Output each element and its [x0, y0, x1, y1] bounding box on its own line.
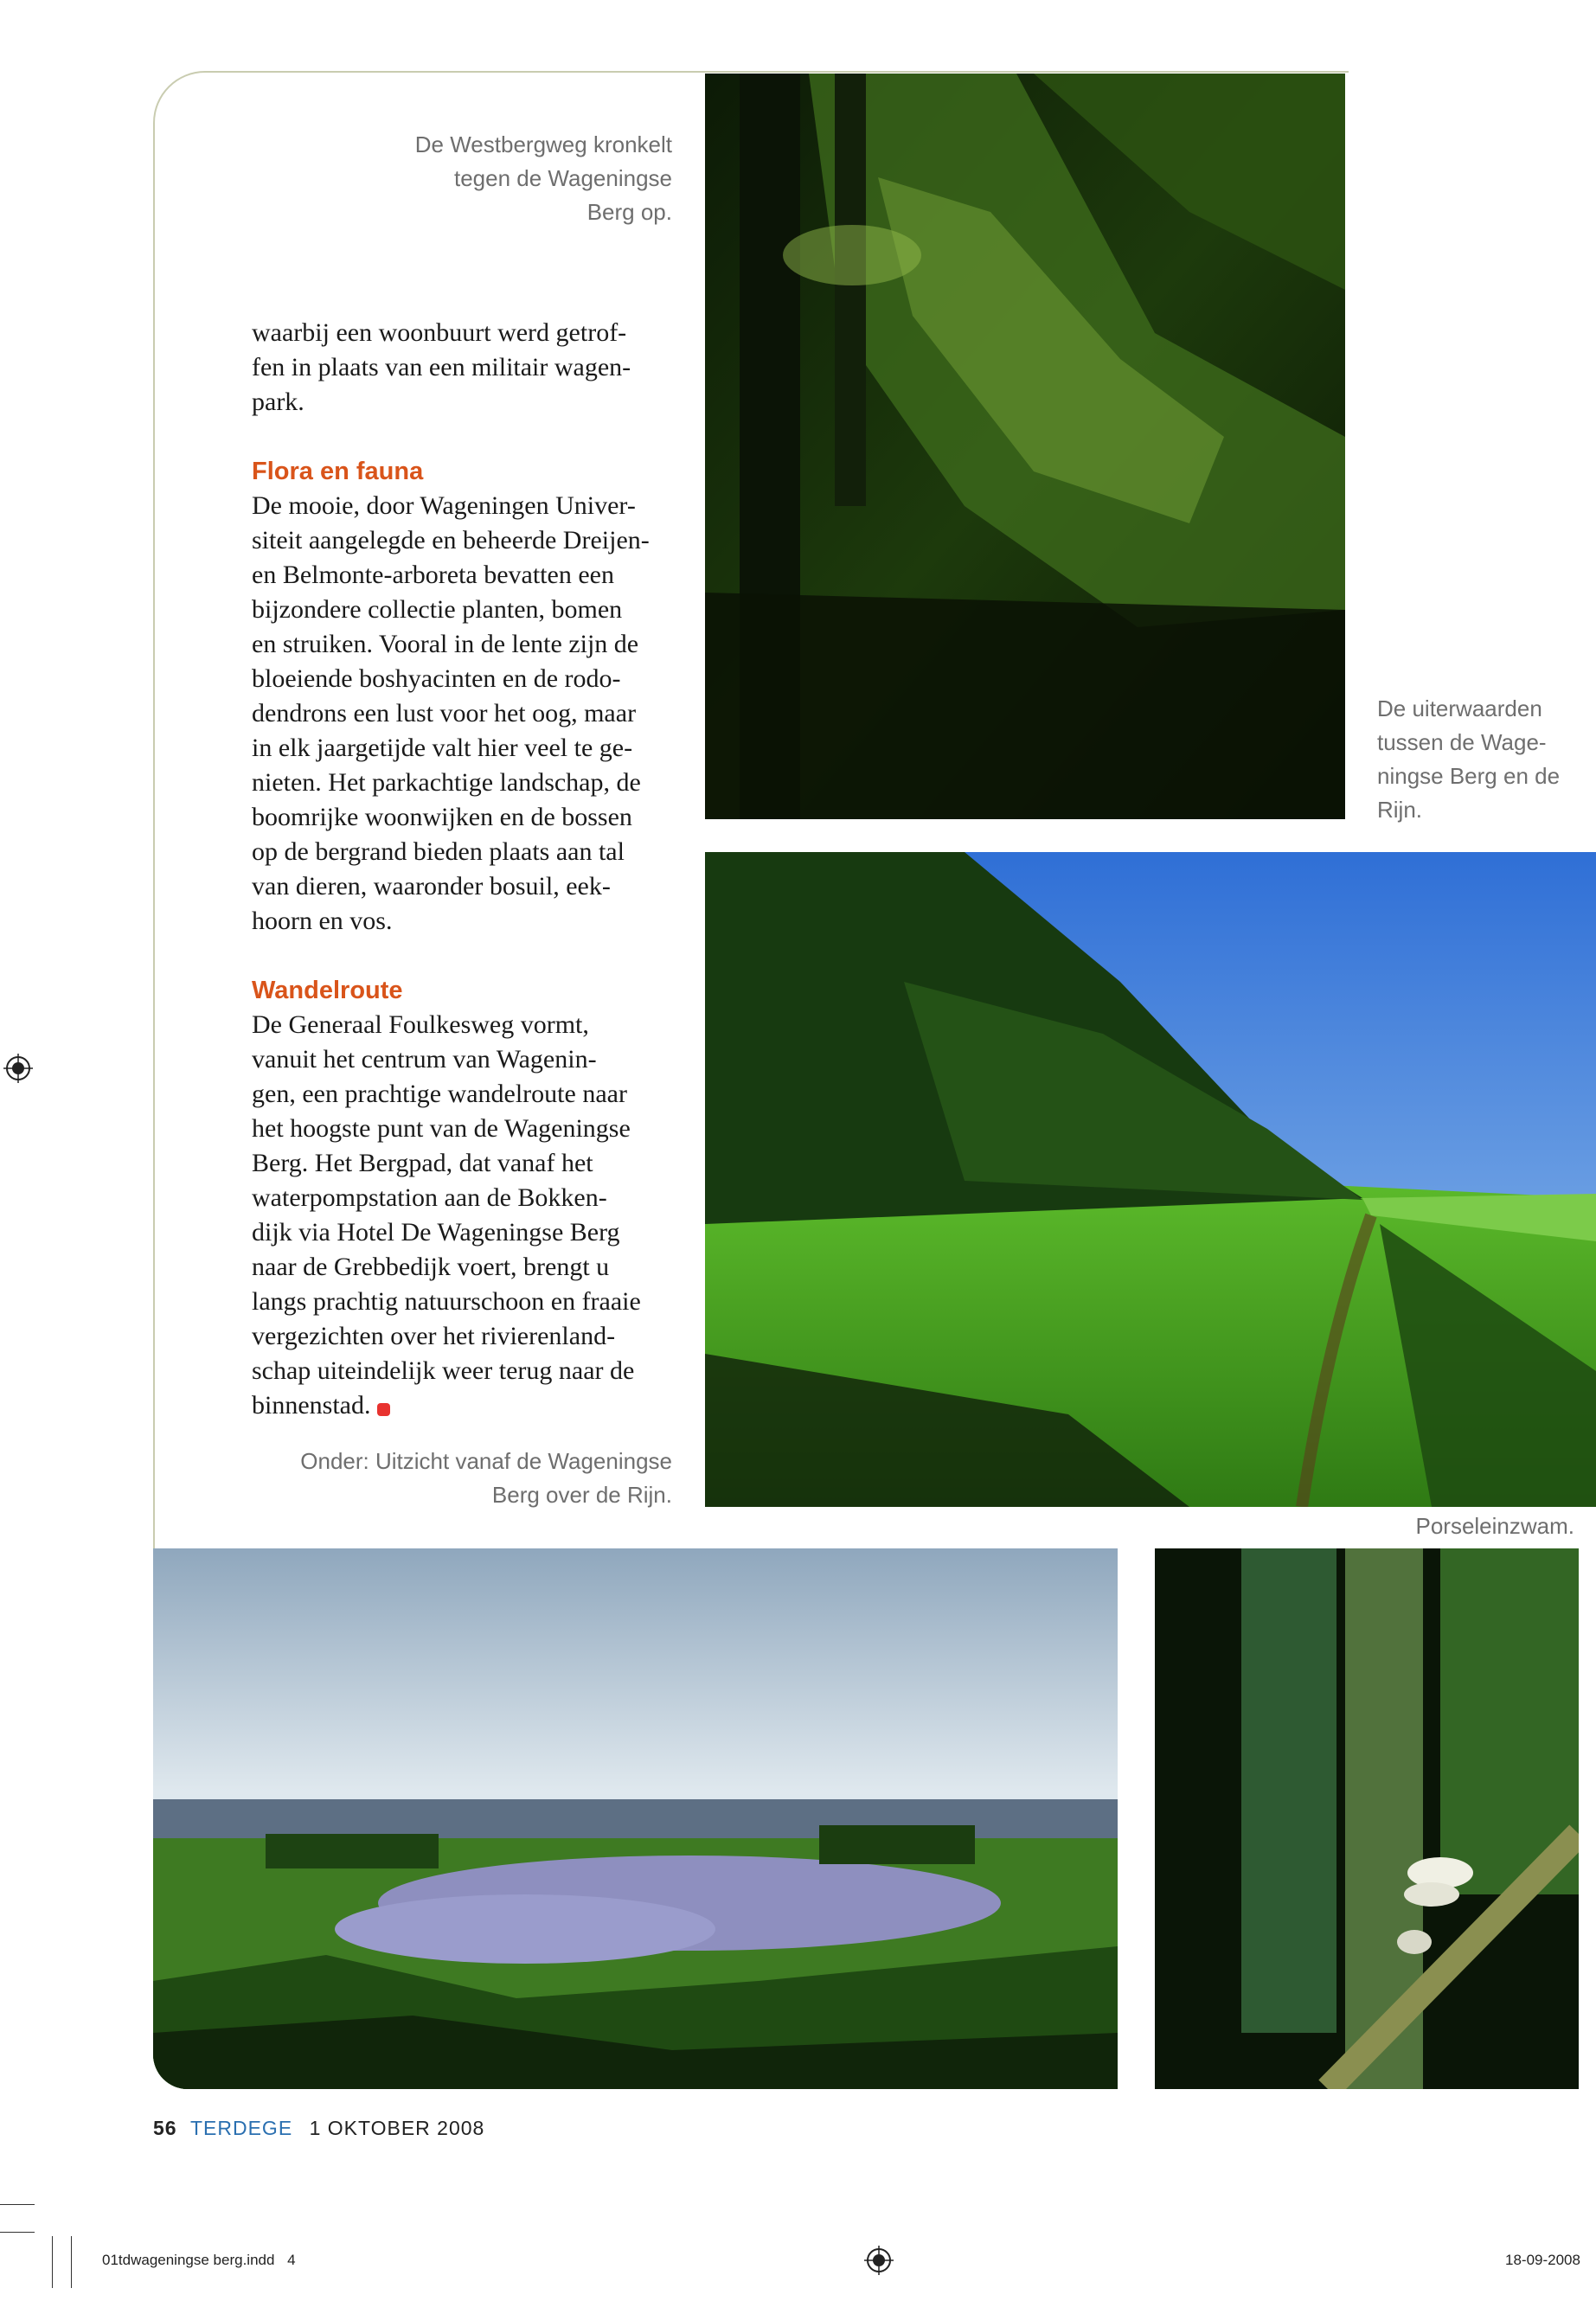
- slug-filename: [102, 2252, 296, 2269]
- crop-mark: [52, 2236, 53, 2288]
- crop-mark: [0, 2232, 35, 2233]
- magazine-name: TERDEGE: [189, 2117, 293, 2139]
- red-square-end-icon: [377, 1403, 390, 1416]
- caption-westbergweg: De Westbergweg kronkelt tegen de Wageningse Berg op.: [414, 131, 672, 225]
- crop-mark: [71, 2236, 72, 2288]
- crosshair-registration-icon: [3, 1054, 33, 1083]
- photo-porseleinzwam: [1155, 1548, 1579, 2089]
- heading-wandelroute: Wandelroute: [252, 977, 403, 1004]
- article-wandelroute-text: De Generaal Foulkesweg vormt, vanuit het centrum van Wagenin- gen, een prachtige wandelroute naar het hoogste punt van de Wageningse Berg. Het Bergpad, dat vanaf het waterpompstation aan de Bokken- dijk via Hotel De Wageningse Berg naar de Grebbedijk voert, brengt u langs prachtig natuurschoon en fraaie vergezichten over het rivierenland- schap uiteindelijk weer terug naar de binnenstad.: [252, 1010, 641, 1420]
- article-intro: waarbij een woonbuurt werd getrof- fen in plaats van een militair wagen- park.: [252, 318, 631, 416]
- page-number: 56: [153, 2117, 177, 2139]
- slug-date: 18-09-2008: [1505, 2252, 1580, 2268]
- caption-uitzicht-rijn: Onder: Uitzicht vanaf de Wageningse Berg over de Rijn.: [300, 1448, 672, 1508]
- issue-date: 1 OKTOBER 2008: [309, 2117, 485, 2139]
- article-flora-en-fauna-text: De mooie, door Wageningen Univer- siteit aangelegde en beheerde Dreijen- en Belmonte-arboreta bevatten een bijzondere collectie planten, bomen en struiken. Vooral in de lente zijn de bloeiende boshyacinten en de rodo- dendrons een lust voor het oog, maar in elk jaargetijde valt hier veel te ge- nieten. Het parkachtige landschap, de boomrijke woonwijken en de bossen op de bergrand bieden plaats aan tal van dieren, waaronder bosuil, eek- hoorn en vos.: [252, 491, 650, 935]
- caption-porseleinzwam: Porseleinzwam.: [1415, 1513, 1574, 1539]
- photo-uitzicht-rijn: [153, 1548, 1118, 2089]
- page-frame-left: [153, 138, 155, 1548]
- heading-flora-en-fauna: Flora en fauna: [252, 458, 424, 485]
- crosshair-registration-icon: [864, 2246, 894, 2275]
- crop-mark: [0, 2204, 35, 2205]
- page-footer: [153, 2117, 484, 2140]
- slug-page: 4: [287, 2252, 296, 2268]
- caption-uiterwaarden: De uiterwaarden tussen de Wage- ningse Berg en de Rijn.: [1377, 695, 1561, 823]
- article-column: [252, 316, 684, 1423]
- slug-file: 01tdwageningse berg.indd: [102, 2252, 275, 2268]
- photo-uiterwaarden: [705, 852, 1596, 1507]
- photo-westbergweg-path: [705, 74, 1345, 819]
